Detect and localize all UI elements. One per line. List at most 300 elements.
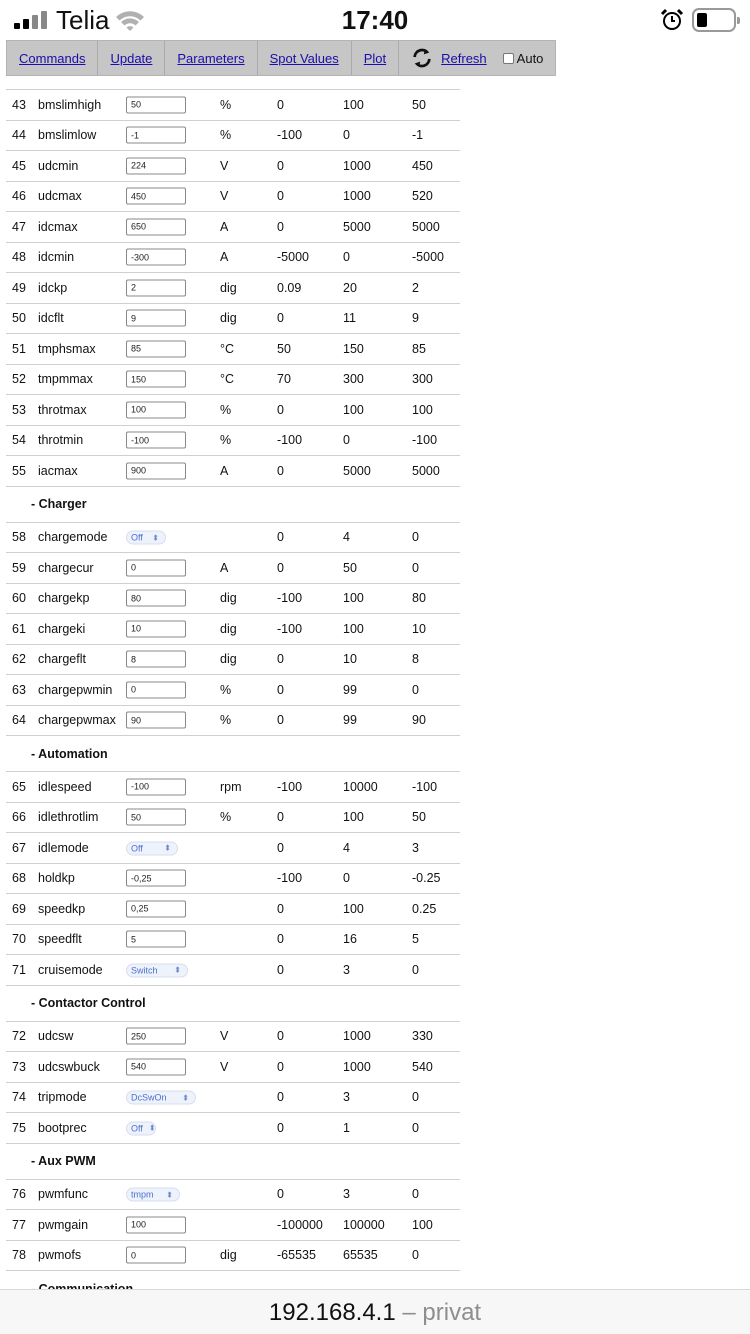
table-row [6, 1210, 460, 1241]
nav-link-commands[interactable]: Commands [19, 50, 86, 66]
param-default: 0 [412, 1120, 419, 1135]
param-index: 49 [12, 280, 26, 295]
param-value-input[interactable]: 0,25 [126, 900, 186, 917]
table-row [6, 456, 460, 487]
param-name: tmpmmax [38, 372, 93, 387]
param-select-value: DcSwOn [131, 1092, 167, 1103]
table-row [6, 243, 460, 274]
param-name: idcmin [38, 250, 75, 265]
refresh-icon[interactable] [411, 47, 433, 69]
param-index: 45 [12, 158, 26, 173]
param-max: 3 [343, 1090, 350, 1105]
param-index: 55 [12, 463, 26, 478]
param-name: throtmin [38, 433, 84, 448]
param-min: 0 [277, 463, 284, 478]
param-name: chargemode [38, 530, 108, 545]
table-row [6, 212, 460, 243]
param-value-input[interactable]: 900 [126, 462, 186, 479]
param-unit: % [220, 810, 232, 825]
param-min: 0 [277, 1059, 284, 1074]
param-value-input[interactable]: 150 [126, 371, 186, 388]
param-default: -100 [412, 433, 438, 448]
table-row [6, 182, 460, 213]
nav-item-update[interactable] [98, 41, 165, 75]
param-name: chargekp [38, 591, 90, 606]
param-select-value: Off [131, 843, 143, 854]
param-value-input[interactable]: 9 [126, 310, 186, 327]
param-max: 99 [343, 682, 357, 697]
param-max: 1000 [343, 158, 371, 173]
nav-item-plot[interactable] [352, 41, 399, 75]
param-value-input[interactable]: 90 [126, 712, 186, 729]
param-unit: rpm [220, 779, 242, 794]
param-unit: % [220, 713, 232, 728]
auto-refresh-toggle[interactable] [499, 51, 544, 66]
param-select-value: Switch [131, 965, 158, 976]
nav-link-refresh[interactable]: Refresh [441, 50, 487, 66]
param-unit: V [220, 1029, 229, 1044]
select-chevron-icon: ⬍ [182, 1093, 189, 1103]
param-unit: dig [220, 1248, 237, 1263]
param-value-input[interactable]: 2 [126, 279, 186, 296]
param-index: 68 [12, 871, 26, 886]
param-name: idlethrotlim [38, 810, 99, 825]
param-unit: °C [220, 372, 235, 387]
param-default: -0.25 [412, 871, 441, 886]
param-index: 54 [12, 433, 26, 448]
param-index: 64 [12, 713, 26, 728]
nav-toolbar [6, 40, 556, 76]
param-index: 43 [12, 97, 26, 112]
table-row [6, 803, 460, 834]
param-default: 330 [412, 1029, 433, 1044]
param-default: 0 [412, 560, 419, 575]
param-max: 5000 [343, 463, 371, 478]
param-index: 67 [12, 840, 26, 855]
param-name: chargecur [38, 560, 94, 575]
table-row [6, 1083, 460, 1114]
url-suffix: – privat [402, 1299, 482, 1326]
param-value-input[interactable]: 50 [126, 96, 186, 113]
param-unit: dig [220, 591, 237, 606]
param-min: 0 [277, 1120, 284, 1135]
table-row [6, 426, 460, 457]
param-name: idlemode [38, 840, 89, 855]
param-min: 0 [277, 1090, 284, 1105]
param-default: -100 [412, 779, 438, 794]
table-row [6, 833, 460, 864]
param-max: 3 [343, 962, 350, 977]
param-unit: % [220, 433, 232, 448]
param-name: bmslimhigh [38, 97, 102, 112]
param-min: 0 [277, 158, 284, 173]
table-row [6, 706, 460, 737]
param-index: 50 [12, 311, 26, 326]
param-default: 0 [412, 530, 419, 545]
param-index: 70 [12, 932, 26, 947]
param-max: 20 [343, 280, 357, 295]
param-value-input[interactable]: -100 [126, 432, 186, 449]
section-header-automation: - Automation [6, 736, 460, 772]
nav-link-plot[interactable]: Plot [363, 50, 387, 66]
param-default: 85 [412, 341, 426, 356]
nav-item-spot-values[interactable] [258, 41, 352, 75]
table-row [6, 523, 460, 554]
param-max: 50 [343, 560, 357, 575]
table-row [6, 553, 460, 584]
param-default: 5000 [412, 219, 440, 234]
param-index: 72 [12, 1029, 26, 1044]
param-value-input[interactable]: 10 [126, 620, 186, 637]
param-min: -100 [277, 128, 303, 143]
nav-link-spot-values[interactable]: Spot Values [269, 50, 339, 66]
section-header-aux-pwm: - Aux PWM [6, 1144, 460, 1180]
param-unit: A [220, 219, 229, 234]
select-chevron-icon: ⬍ [148, 1123, 156, 1133]
param-value-input[interactable]: -0,25 [126, 870, 186, 887]
param-default: 90 [412, 713, 426, 728]
auto-checkbox[interactable] [503, 53, 514, 64]
nav-link-update[interactable]: Update [110, 50, 153, 66]
param-default: 50 [412, 97, 426, 112]
table-row [6, 90, 460, 121]
param-value-input[interactable]: 80 [126, 590, 186, 607]
param-min: 0 [277, 713, 284, 728]
table-row [6, 614, 460, 645]
param-max: 10000 [343, 779, 378, 794]
param-default: 9 [412, 311, 419, 326]
param-index: 69 [12, 901, 26, 916]
param-max: 11 [343, 311, 356, 326]
parameters-table [6, 62, 460, 1307]
param-name: chargeflt [38, 652, 86, 667]
table-row [6, 925, 460, 956]
param-index: 73 [12, 1059, 26, 1074]
param-name: tripmode [38, 1090, 87, 1105]
param-min: 0 [277, 311, 284, 326]
table-row [6, 365, 460, 396]
param-name: cruisemode [38, 962, 103, 977]
param-value-input[interactable]: 224 [126, 157, 186, 174]
param-unit: % [220, 128, 232, 143]
param-min: 0 [277, 560, 284, 575]
param-min: 0 [277, 810, 284, 825]
param-min: 0 [277, 901, 284, 916]
param-name: chargeki [38, 621, 86, 636]
param-min: 0 [277, 219, 284, 234]
param-index: 78 [12, 1248, 26, 1263]
param-index: 62 [12, 652, 26, 667]
param-name: pwmfunc [38, 1187, 89, 1202]
param-index: 48 [12, 250, 26, 265]
table-row [6, 1022, 460, 1053]
param-min: 0 [277, 97, 284, 112]
table-row [6, 955, 460, 986]
param-max: 300 [343, 372, 364, 387]
param-value-input[interactable]: 5 [126, 931, 186, 948]
param-name: idlespeed [38, 779, 92, 794]
table-row [6, 1113, 460, 1144]
url-host: 192.168.4.1 [268, 1299, 396, 1326]
param-min: -100 [277, 871, 303, 886]
param-default: 0 [412, 682, 419, 697]
param-select-value: tmpm [131, 1189, 154, 1200]
param-unit: % [220, 402, 232, 417]
table-row [6, 772, 460, 803]
param-default: 0 [412, 1248, 419, 1263]
param-name: idckp [38, 280, 68, 295]
param-value-input[interactable]: 0 [126, 1247, 186, 1264]
param-max: 99 [343, 713, 357, 728]
param-default: 100 [412, 1217, 433, 1232]
param-max: 100 [343, 402, 364, 417]
param-max: 5000 [343, 219, 371, 234]
param-name: pwmofs [38, 1248, 82, 1263]
param-value-input[interactable]: 0 [126, 681, 186, 698]
param-unit: % [220, 97, 232, 112]
param-max: 3 [343, 1187, 350, 1202]
table-row [6, 151, 460, 182]
param-min: 0 [277, 189, 284, 204]
param-default: 0 [412, 1090, 419, 1105]
param-name: udcswbuck [38, 1059, 100, 1074]
param-value-input[interactable]: 8 [126, 651, 186, 668]
param-max: 4 [343, 840, 350, 855]
param-value-input[interactable]: 650 [126, 218, 186, 235]
param-index: 47 [12, 219, 26, 234]
param-select-value: Off [131, 532, 143, 543]
param-name: chargepwmin [38, 682, 113, 697]
param-max: 100 [343, 901, 364, 916]
param-default: 50 [412, 810, 426, 825]
param-min: 0 [277, 652, 284, 667]
param-min: 0 [277, 840, 284, 855]
table-row [6, 1180, 460, 1211]
nav-item-parameters[interactable] [165, 41, 257, 75]
param-max: 100 [343, 621, 364, 636]
param-default: 540 [412, 1059, 433, 1074]
param-value-input[interactable]: 250 [126, 1028, 186, 1045]
param-max: 4 [343, 530, 350, 545]
table-row [6, 864, 460, 895]
param-name: bmslimlow [38, 128, 97, 143]
param-select[interactable] [126, 963, 188, 977]
param-unit: V [220, 189, 229, 204]
param-select[interactable] [126, 1188, 180, 1202]
param-unit: % [220, 682, 232, 697]
param-index: 66 [12, 810, 26, 825]
url-bar[interactable] [0, 1289, 750, 1334]
param-unit: dig [220, 280, 237, 295]
param-min: 0 [277, 682, 284, 697]
param-min: 50 [277, 341, 291, 356]
param-min: 0 [277, 932, 284, 947]
param-unit: dig [220, 311, 237, 326]
table-row [6, 584, 460, 615]
param-index: 59 [12, 560, 26, 575]
table-row [6, 894, 460, 925]
param-value-input[interactable]: 85 [126, 340, 186, 357]
param-default: 8 [412, 652, 419, 667]
param-index: 77 [12, 1217, 26, 1232]
param-default: 2 [412, 280, 419, 295]
select-chevron-icon: ⬍ [152, 533, 159, 543]
param-name: idcflt [38, 311, 64, 326]
param-name: idcmax [38, 219, 78, 234]
param-index: 44 [12, 128, 26, 143]
param-index: 61 [12, 621, 26, 636]
select-chevron-icon: ⬍ [166, 1190, 173, 1200]
param-unit: dig [220, 621, 237, 636]
param-min: -65535 [277, 1248, 316, 1263]
param-value-input[interactable]: 100 [126, 401, 186, 418]
param-min: -100 [277, 591, 303, 606]
param-unit: A [220, 463, 229, 478]
param-name: udcmin [38, 158, 79, 173]
table-row [6, 675, 460, 706]
param-index: 74 [12, 1090, 26, 1105]
param-value-input[interactable]: 450 [126, 188, 186, 205]
param-max: 150 [343, 341, 364, 356]
select-chevron-icon: ⬍ [174, 965, 181, 975]
param-min: -5000 [277, 250, 309, 265]
param-max: 100000 [343, 1217, 385, 1232]
table-row [6, 334, 460, 365]
nav-item-commands[interactable] [7, 41, 98, 75]
param-select[interactable] [126, 841, 178, 855]
table-row [6, 645, 460, 676]
param-min: -100 [277, 779, 303, 794]
param-value-input[interactable]: 540 [126, 1058, 186, 1075]
param-index: 65 [12, 779, 26, 794]
param-name: tmphsmax [38, 341, 96, 356]
table-row [6, 273, 460, 304]
param-default: 5 [412, 932, 419, 947]
param-max: 10 [343, 652, 357, 667]
param-max: 0 [343, 128, 350, 143]
auto-label: Auto [516, 50, 544, 66]
param-min: 0 [277, 1029, 284, 1044]
param-max: 100 [343, 591, 364, 606]
param-max: 100 [343, 810, 364, 825]
param-min: 0 [277, 402, 284, 417]
param-name: speedkp [38, 901, 86, 916]
param-name: holdkp [38, 871, 75, 886]
param-unit: A [220, 560, 229, 575]
param-unit: V [220, 1059, 229, 1074]
param-unit: A [220, 250, 229, 265]
battery-icon [692, 8, 736, 32]
param-unit: V [220, 158, 229, 173]
nav-item-refresh[interactable] [399, 41, 499, 75]
param-value-input[interactable]: -1 [126, 127, 186, 144]
param-default: 0.25 [412, 901, 437, 916]
param-min: 70 [277, 372, 291, 387]
table-row [6, 1241, 460, 1272]
param-default: 0 [412, 1187, 419, 1202]
param-max: 1 [343, 1120, 350, 1135]
param-index: 46 [12, 189, 26, 204]
table-row [6, 395, 460, 426]
param-value-input[interactable]: -300 [126, 249, 186, 266]
param-default: 300 [412, 372, 433, 387]
param-min: 0 [277, 962, 284, 977]
param-index: 76 [12, 1187, 26, 1202]
param-select[interactable] [126, 1091, 196, 1105]
param-max: 0 [343, 433, 350, 448]
alarm-clock-icon [660, 8, 684, 32]
section-header-contactor-control: - Contactor Control [6, 986, 460, 1022]
param-name: udcsw [38, 1029, 74, 1044]
param-index: 52 [12, 372, 26, 387]
param-max: 1000 [343, 1029, 371, 1044]
param-index: 75 [12, 1120, 26, 1135]
param-name: pwmgain [38, 1217, 89, 1232]
param-name: bootprec [38, 1120, 87, 1135]
param-name: throtmax [38, 402, 87, 417]
param-min: -100 [277, 433, 303, 448]
param-max: 0 [343, 250, 350, 265]
param-min: 0 [277, 1187, 284, 1202]
nav-link-parameters[interactable]: Parameters [177, 50, 245, 66]
param-index: 60 [12, 591, 26, 606]
select-chevron-icon: ⬍ [164, 843, 171, 853]
table-row [6, 121, 460, 152]
param-max: 1000 [343, 189, 371, 204]
param-index: 51 [12, 341, 26, 356]
param-min: 0 [277, 530, 284, 545]
param-max: 65535 [343, 1248, 378, 1263]
table-row [6, 1052, 460, 1083]
param-index: 63 [12, 682, 26, 697]
param-index: 58 [12, 530, 26, 545]
param-max: 1000 [343, 1059, 371, 1074]
param-default: 3 [412, 840, 419, 855]
param-default: -5000 [412, 250, 444, 265]
param-max: 100 [343, 97, 364, 112]
param-max: 0 [343, 871, 350, 886]
param-default: 0 [412, 962, 419, 977]
param-min: -100 [277, 621, 303, 636]
param-min: 0.09 [277, 280, 302, 295]
param-unit: dig [220, 652, 237, 667]
table-row [6, 304, 460, 335]
param-value-input[interactable]: 50 [126, 809, 186, 826]
param-select-value: Off [131, 1123, 143, 1134]
param-select[interactable] [126, 531, 166, 545]
param-default: 450 [412, 158, 433, 173]
param-max: 16 [343, 932, 357, 947]
param-value-input[interactable]: -100 [126, 778, 186, 795]
param-default: -1 [412, 128, 424, 143]
status-time: 17:40 [341, 5, 409, 35]
param-index: 53 [12, 402, 26, 417]
param-default: 5000 [412, 463, 440, 478]
param-index: 71 [12, 962, 26, 977]
param-name: iacmax [38, 463, 78, 478]
param-default: 100 [412, 402, 433, 417]
param-name: chargepwmax [38, 713, 116, 728]
param-name: udcmax [38, 189, 82, 204]
param-select[interactable] [126, 1121, 156, 1135]
param-default: 10 [412, 621, 426, 636]
carrier-name: Telia [56, 5, 110, 35]
param-name: speedflt [38, 932, 82, 947]
status-bar [0, 0, 750, 40]
param-unit: °C [220, 341, 235, 356]
param-value-input[interactable]: 0 [126, 559, 186, 576]
param-value-input[interactable]: 100 [126, 1216, 186, 1233]
